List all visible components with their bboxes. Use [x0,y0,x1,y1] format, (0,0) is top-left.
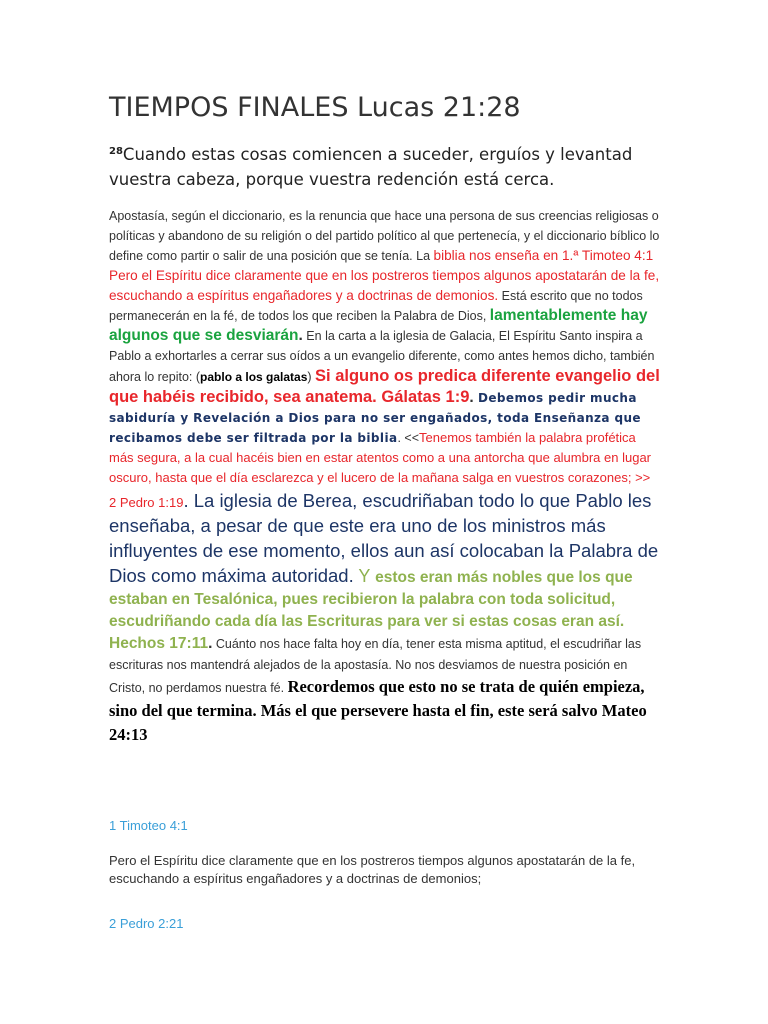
punctuation: ) [307,370,316,384]
label-pablo-galatas: pablo a los galatas [200,370,308,384]
text-perseverar: Recordemos que esto no se trata de quién empieza, sino del que termina. Más el que persevere hasta el fin, este será salvo Mateo 24:13 [109,677,647,744]
quote-pedro: Tenemos también la palabra profética más segura, a la cual hacéis bien en estar atentos como a una antorcha que alumbra en lugar oscuro, hasta que el día esclarezca y el lucero de la mañana salga en vuestros corazones; >> 2 Pedro 1:19 [109,430,652,510]
text-galacia: En la carta a la iglesia de Galacia, El Espíritu Santo inspira a Pablo a exhortarles a cerrar sus oídos a un evangelio diferente, como antes hemos dicho, también ahora lo repito: ( [109,329,655,384]
text-sabiduria: Debemos pedir mucha sabiduría y Revelación a Dios para no ser engañados, toda Enseñanza que recibamos debe ser filtrada por la biblia [109,391,641,445]
text-berea: . La iglesia de Berea, escudriñaban todo lo que Pablo les enseñaba, a pesar de que este era uno de los ministros más influyentes de ese momento, ellos aun así colocaban la Palabra de Dios como máxima autoridad. [109,490,659,586]
page-title: TIEMPOS FINALES Lucas 21:28 [109,92,521,123]
text-permanence: Está escrito que no todos permanecerán en la fé, de todos los que reciben la Palabra de Dios, [109,289,643,323]
quote-timoteo: biblia nos enseña en 1.ª Timoteo 4:1 Pero el Espíritu dice claramente que en los postreros tiempos algunos apostatarán de la fe, escuchando a espíritus engañadores y a doctrinas de demonios. [109,248,660,303]
verse-text: Cuando estas cosas comiencen a suceder, erguíos y levantad vuestra cabeza, porque vuestra redención está cerca. [109,145,633,189]
text-aptitud: Cuánto nos hace falta hoy en día, tener esta misma aptitud, el escudriñar las escrituras nos mantendrá alejados de la apostasía. No nos desviamos de nuestra posición en Cristo, no perdamos nuestra fé. [109,637,642,695]
text-definition: Apostasía, según el diccionario, es la renuncia que hace una persona de sus creencias religiosas o políticas y abandono de su religión o del partido político al que pertenecía, y el diccionario bíblico lo define como partir o salir de una posición que se tenía. La [109,209,660,263]
punctuation: . << [397,431,419,445]
main-paragraph [109,206,661,747]
highlight-desviaran: lamentablemente hay algunos que se desviarán [109,307,648,344]
punctuation: . [208,635,213,652]
punctuation: . [469,389,479,406]
text-y: Y [353,566,376,586]
reference-link-pedro[interactable]: 2 Pedro 2:21 [109,916,184,931]
verse-quote [109,142,661,192]
quote-galatas: Si alguno os predica diferente evangelio del que habéis recibido, sea anatema. Gálatas 1:9 [109,367,660,406]
punctuation: . [298,327,303,344]
reference-link-timoteo[interactable]: 1 Timoteo 4:1 [109,818,188,833]
quote-hechos: estos eran más nobles que los que estaban en Tesalónica, pues recibieron la palabra con toda solicitud, escudriñando cada día las Escrituras para ver si estas cosas eran así. Hechos 17:11 [109,569,633,652]
verse-number: 28 [109,146,123,157]
timoteo-paragraph: Pero el Espíritu dice claramente que en los postreros tiempos algunos apostatarán de la fe, escuchando a espíritus engañadores y a doctrinas de demonios; [109,853,636,886]
